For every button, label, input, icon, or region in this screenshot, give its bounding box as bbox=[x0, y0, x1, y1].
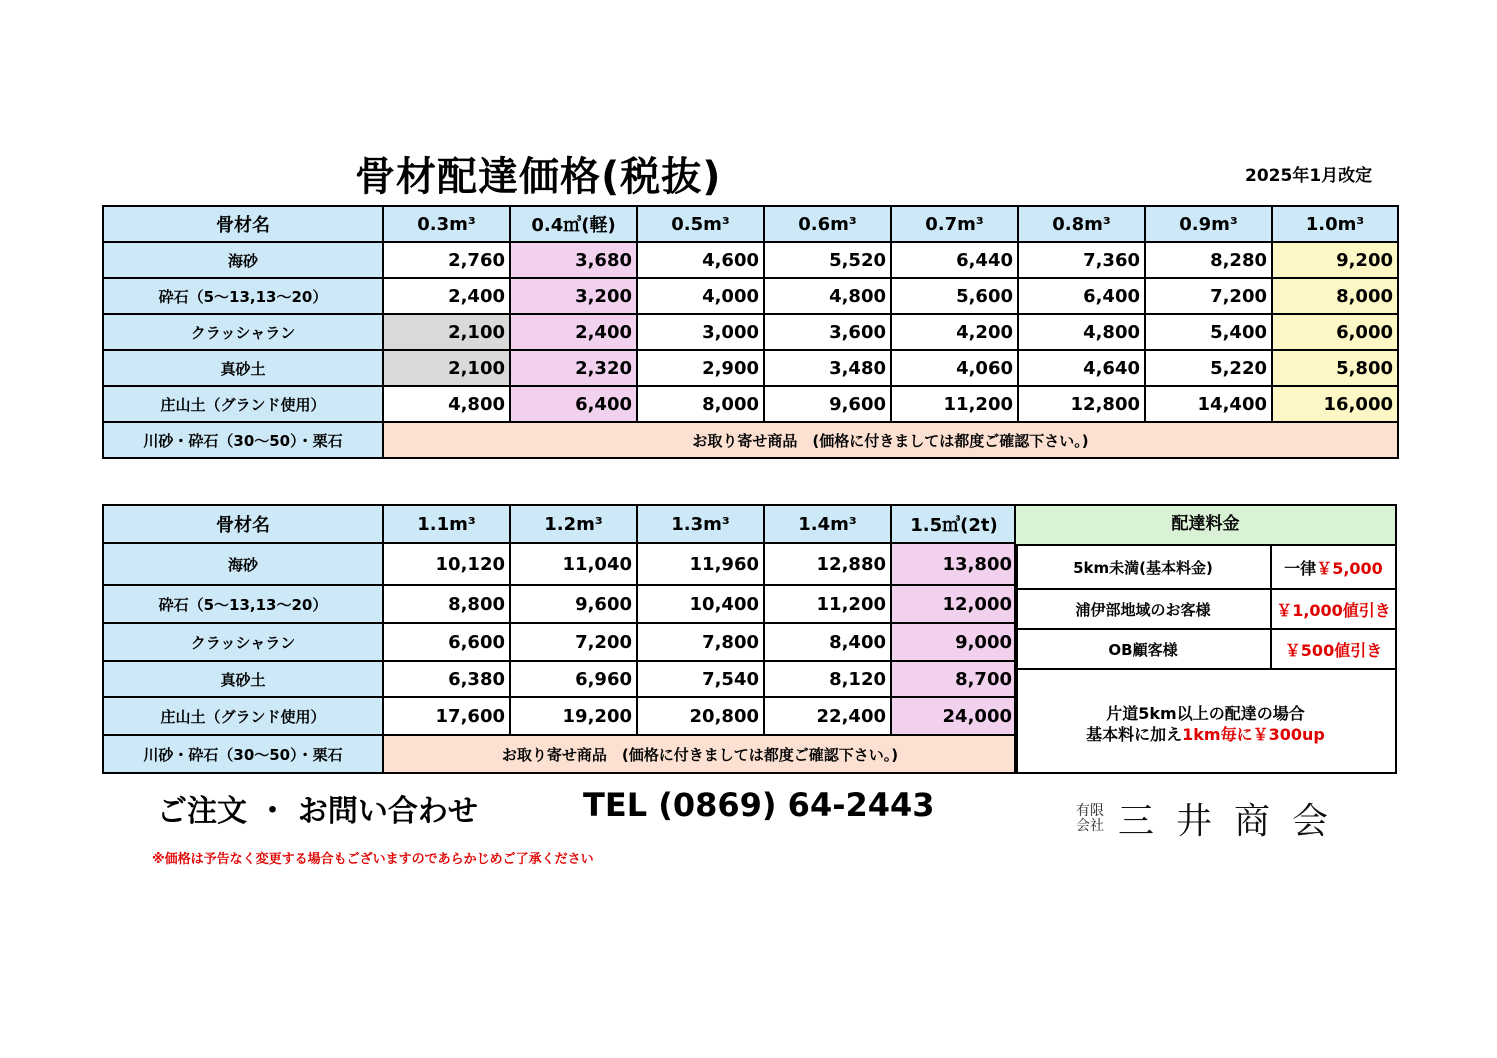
price-cell: 13,800 bbox=[891, 543, 1017, 585]
fee-note-surcharge: 1km毎に￥300up bbox=[1182, 725, 1325, 744]
table-row bbox=[103, 386, 1398, 422]
column-header-volume: 0.3m³ bbox=[383, 206, 510, 242]
table-header-row bbox=[103, 505, 1017, 543]
price-cell: 2,400 bbox=[383, 278, 510, 314]
price-cell: 12,000 bbox=[891, 585, 1017, 623]
price-cell: 24,000 bbox=[891, 697, 1017, 735]
price-cell: 7,200 bbox=[1145, 278, 1272, 314]
fee-value-prefix: 一律 bbox=[1284, 558, 1317, 578]
price-cell: 10,120 bbox=[383, 543, 510, 585]
price-cell: 9,600 bbox=[764, 386, 891, 422]
price-cell: 6,960 bbox=[510, 661, 637, 697]
delivery-fee-panel bbox=[1014, 504, 1397, 774]
price-cell: 8,400 bbox=[764, 623, 891, 661]
table-row bbox=[103, 278, 1398, 314]
price-cell: 11,960 bbox=[637, 543, 764, 585]
price-cell: 8,120 bbox=[764, 661, 891, 697]
order-note: お取り寄せ商品 (価格に付きましては都度ご確認下さい。) bbox=[383, 422, 1398, 458]
fee-row-base bbox=[1016, 546, 1395, 590]
fee-amount: ￥1,000値引き bbox=[1276, 600, 1391, 620]
table-row bbox=[103, 314, 1398, 350]
price-cell: 14,400 bbox=[1145, 386, 1272, 422]
material-name: 川砂・砕石（30～50）・栗石 bbox=[103, 422, 383, 458]
table-row bbox=[103, 242, 1398, 278]
material-name: クラッシャラン bbox=[103, 314, 383, 350]
fee-row-discount-area bbox=[1016, 590, 1395, 630]
price-cell: 6,600 bbox=[383, 623, 510, 661]
fee-note-prefix: 基本料に加え bbox=[1086, 725, 1183, 744]
phone-number: TEL (0869) 64-2443 bbox=[583, 786, 935, 824]
contact-label: ご注文 ・ お問い合わせ bbox=[157, 794, 478, 829]
price-cell: 5,520 bbox=[764, 242, 891, 278]
price-cell: 3,000 bbox=[637, 314, 764, 350]
fee-amount: ￥500値引き bbox=[1284, 640, 1383, 660]
price-cell: 9,600 bbox=[510, 585, 637, 623]
column-header-volume: 0.7m³ bbox=[891, 206, 1018, 242]
column-header-volume: 1.0m³ bbox=[1272, 206, 1398, 242]
page-title: 骨材配達価格(税抜) bbox=[355, 154, 722, 200]
price-cell: 6,000 bbox=[1272, 314, 1398, 350]
table-header-row bbox=[103, 206, 1398, 242]
price-cell: 12,800 bbox=[1018, 386, 1145, 422]
price-cell: 2,100 bbox=[383, 314, 510, 350]
material-name: 庄山土（グランド使用） bbox=[103, 697, 383, 735]
price-cell: 8,700 bbox=[891, 661, 1017, 697]
fee-note bbox=[1016, 670, 1395, 778]
table-row bbox=[103, 661, 1017, 697]
price-cell: 6,440 bbox=[891, 242, 1018, 278]
material-name: 海砂 bbox=[103, 543, 383, 585]
price-cell: 2,900 bbox=[637, 350, 764, 386]
price-table-small-volume bbox=[102, 205, 1399, 459]
price-cell: 17,600 bbox=[383, 697, 510, 735]
price-cell: 11,200 bbox=[891, 386, 1018, 422]
price-cell: 11,040 bbox=[510, 543, 637, 585]
price-cell: 2,100 bbox=[383, 350, 510, 386]
price-cell: 4,600 bbox=[637, 242, 764, 278]
price-cell: 7,540 bbox=[637, 661, 764, 697]
price-cell: 4,000 bbox=[637, 278, 764, 314]
price-cell: 8,000 bbox=[637, 386, 764, 422]
company-type-line2: 会社 bbox=[1076, 817, 1104, 834]
price-cell: 4,200 bbox=[891, 314, 1018, 350]
price-cell: 3,480 bbox=[764, 350, 891, 386]
price-cell: 11,200 bbox=[764, 585, 891, 623]
price-cell: 5,600 bbox=[891, 278, 1018, 314]
price-cell: 8,280 bbox=[1145, 242, 1272, 278]
table-row bbox=[103, 585, 1017, 623]
price-table-large-volume bbox=[102, 504, 1018, 774]
price-cell: 5,220 bbox=[1145, 350, 1272, 386]
material-name: 砕石（5～13,13～20） bbox=[103, 585, 383, 623]
material-name: 真砂土 bbox=[103, 350, 383, 386]
fee-note-line1: 片道5km以上の配達の場合 bbox=[1106, 704, 1305, 723]
material-name: 真砂土 bbox=[103, 661, 383, 697]
price-cell: 4,640 bbox=[1018, 350, 1145, 386]
price-cell: 4,800 bbox=[764, 278, 891, 314]
column-header-volume: 0.8m³ bbox=[1018, 206, 1145, 242]
column-header-volume: 1.3m³ bbox=[637, 505, 764, 543]
column-header-volume: 1.2m³ bbox=[510, 505, 637, 543]
table-row-order bbox=[103, 735, 1017, 773]
table-row-order bbox=[103, 422, 1398, 458]
company-logo bbox=[1076, 793, 1350, 844]
price-cell: 3,200 bbox=[510, 278, 637, 314]
price-cell: 10,400 bbox=[637, 585, 764, 623]
table-row bbox=[103, 697, 1017, 735]
delivery-fee-title: 配達料金 bbox=[1016, 506, 1395, 546]
price-cell: 7,360 bbox=[1018, 242, 1145, 278]
table-row bbox=[103, 543, 1017, 585]
column-header-volume: 1.4m³ bbox=[764, 505, 891, 543]
price-cell: 7,200 bbox=[510, 623, 637, 661]
price-cell: 5,800 bbox=[1272, 350, 1398, 386]
material-name: 砕石（5～13,13～20） bbox=[103, 278, 383, 314]
price-cell: 5,400 bbox=[1145, 314, 1272, 350]
price-cell: 20,800 bbox=[637, 697, 764, 735]
price-cell: 12,880 bbox=[764, 543, 891, 585]
fee-row-discount-ob bbox=[1016, 630, 1395, 670]
table-row bbox=[103, 350, 1398, 386]
column-header-volume: 0.6m³ bbox=[764, 206, 891, 242]
company-name: 三井商会 bbox=[1118, 801, 1351, 842]
price-cell: 3,680 bbox=[510, 242, 637, 278]
column-header-volume: 0.5m³ bbox=[637, 206, 764, 242]
price-cell: 6,400 bbox=[510, 386, 637, 422]
fee-amount: ￥5,000 bbox=[1316, 558, 1383, 578]
price-cell: 9,000 bbox=[891, 623, 1017, 661]
price-cell: 4,800 bbox=[1018, 314, 1145, 350]
disclaimer: ※価格は予告なく変更する場合もございますのであらかじめご了承ください bbox=[152, 852, 594, 867]
price-cell: 6,400 bbox=[1018, 278, 1145, 314]
price-cell: 4,060 bbox=[891, 350, 1018, 386]
price-cell: 22,400 bbox=[764, 697, 891, 735]
column-header-volume: 0.9m³ bbox=[1145, 206, 1272, 242]
price-cell: 19,200 bbox=[510, 697, 637, 735]
price-cell: 8,800 bbox=[383, 585, 510, 623]
column-header-material: 骨材名 bbox=[103, 505, 383, 543]
price-cell: 2,400 bbox=[510, 314, 637, 350]
order-note: お取り寄せ商品 (価格に付きましては都度ご確認下さい。) bbox=[383, 735, 1017, 773]
price-cell: 3,600 bbox=[764, 314, 891, 350]
price-cell: 9,200 bbox=[1272, 242, 1398, 278]
price-cell: 7,800 bbox=[637, 623, 764, 661]
fee-value bbox=[1272, 546, 1395, 588]
price-cell: 8,000 bbox=[1272, 278, 1398, 314]
column-header-volume: 1.1m³ bbox=[383, 505, 510, 543]
fee-label: 浦伊部地域のお客様 bbox=[1016, 590, 1272, 628]
price-cell: 2,760 bbox=[383, 242, 510, 278]
company-type bbox=[1076, 804, 1104, 834]
price-cell: 2,320 bbox=[510, 350, 637, 386]
column-header-volume: 0.4㎥(軽) bbox=[510, 206, 637, 242]
fee-note-line2 bbox=[1086, 724, 1325, 745]
price-cell: 4,800 bbox=[383, 386, 510, 422]
fee-label: OB顧客様 bbox=[1016, 630, 1272, 668]
table-row bbox=[103, 623, 1017, 661]
price-cell: 6,380 bbox=[383, 661, 510, 697]
fee-label: 5km未満(基本料金) bbox=[1016, 546, 1272, 588]
material-name: 海砂 bbox=[103, 242, 383, 278]
company-type-line1: 有限 bbox=[1076, 802, 1104, 819]
column-header-volume: 1.5㎥(2t) bbox=[891, 505, 1017, 543]
revision-date: 2025年1月改定 bbox=[1245, 166, 1373, 186]
column-header-material: 骨材名 bbox=[103, 206, 383, 242]
material-name: クラッシャラン bbox=[103, 623, 383, 661]
material-name: 川砂・砕石（30～50）・栗石 bbox=[103, 735, 383, 773]
material-name: 庄山土（グランド使用） bbox=[103, 386, 383, 422]
price-cell: 16,000 bbox=[1272, 386, 1398, 422]
